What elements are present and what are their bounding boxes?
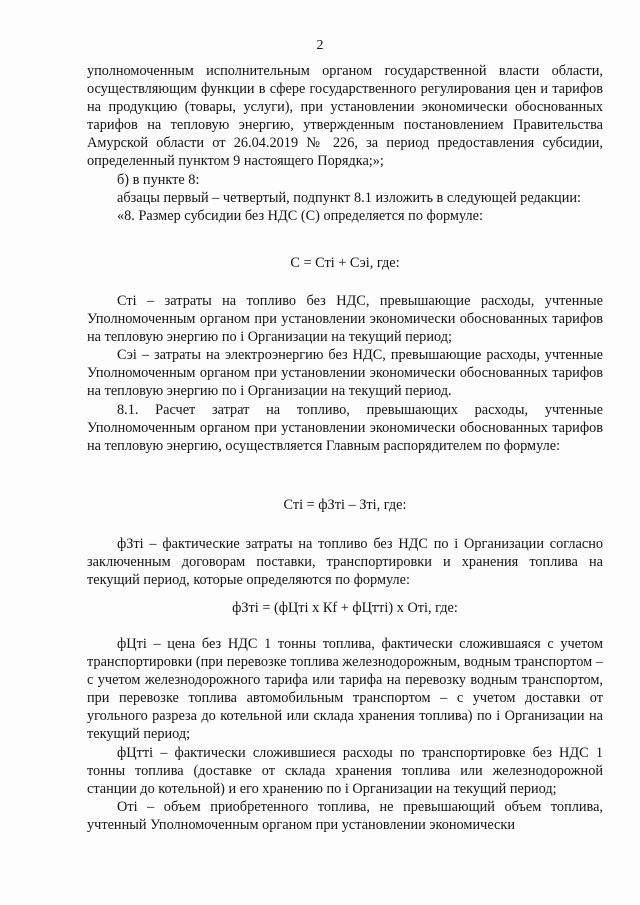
text-block-1	[87, 62, 603, 225]
formula-actual-cost: фЗті = (фЦті х Кf + фЦтті) х Оті, где:	[232, 600, 458, 616]
text-block-2	[87, 292, 603, 455]
page-number: 2	[316, 38, 324, 53]
paragraph-clause-8-1: 8.1. Расчет затрат на топливо, превышающих расходы, учтенные Уполномоченным органом при установлении экономически обоснованных тарифов на тепловую энергию, осуществляется Главным распорядителем по формуле:	[87, 401, 603, 454]
paragraph-sei-definition: Сэі – затраты на электроэнергию без НДС, превышающие расходы, учтенные Уполномоченным органом при установлении экономически обоснованных тарифов на тепловую энергию по i Организации на текущий период.	[87, 347, 603, 400]
paragraph-fcti-definition: фЦті – цена без НДС 1 тонны топлива, фактически сложившаяся с учетом транспортировки (при перевозке топлива железнодорожным, водным транспортом – с учетом железнодорожного тарифа или тарифа на перевозку водным транспортом, при перевозке топлива автомобильным транспортом – с учетом доставки от угольного разреза до котельной или склада хранения топлива) по i Организации на текущий период;	[87, 636, 603, 743]
paragraph-sti-definition: Сті – затраты на топливо без НДС, превышающие расходы, учтенные Уполномоченным органом при установлении экономически обоснованных тарифов на тепловую энергию по i Организации на текущий период;	[87, 293, 603, 346]
paragraph-amendment: абзацы первый – четвертый, подпункт 8.1 изложить в следующей редакции:	[117, 189, 581, 206]
paragraph-fctti-definition: фЦтті – фактически сложившиеся расходы по транспортировке без НДС 1 тонны топлива (доставке от склада хранения топлива или железнодорожной станции до котельной) и его хранению по i Организации на текущий период;	[87, 744, 603, 797]
text-block-4	[87, 635, 603, 834]
formula-subsidy: С = Сті + Сэі, где:	[290, 255, 400, 271]
paragraph-item-b: б) в пункте 8:	[117, 171, 200, 188]
paragraph-continuation: уполномоченным исполнительным органом государственной власти области, осуществляющим функции в сфере государственного регулирования цен и тарифов на продукцию (товары, услуги), при установлении экономически обоснованных тарифов на тепловую энергию, утвержденным постановлением Правительства Амурской области от 26.04.2019 № 226, за период предоставления субсидии, определенный пунктом 9 настоящего Порядка;»;	[87, 63, 603, 170]
paragraph-oti-definition: Оті – объем приобретенного топлива, не превышающий объем топлива, учтенный Уполномоченным органом при установлении экономически	[87, 798, 603, 833]
paragraph-clause-8: «8. Размер субсидии без НДС (С) определяется по формуле:	[117, 207, 483, 224]
paragraph-fzti-definition: фЗті – фактические затраты на топливо без НДС по i Организации согласно заключенным договорам поставки, транспортировки и хранения топлива на текущий период, которые определяются по формуле:	[87, 536, 603, 589]
text-block-3	[87, 535, 603, 589]
formula-fuel-cost: Сті = фЗті – Зті, где:	[283, 497, 407, 513]
